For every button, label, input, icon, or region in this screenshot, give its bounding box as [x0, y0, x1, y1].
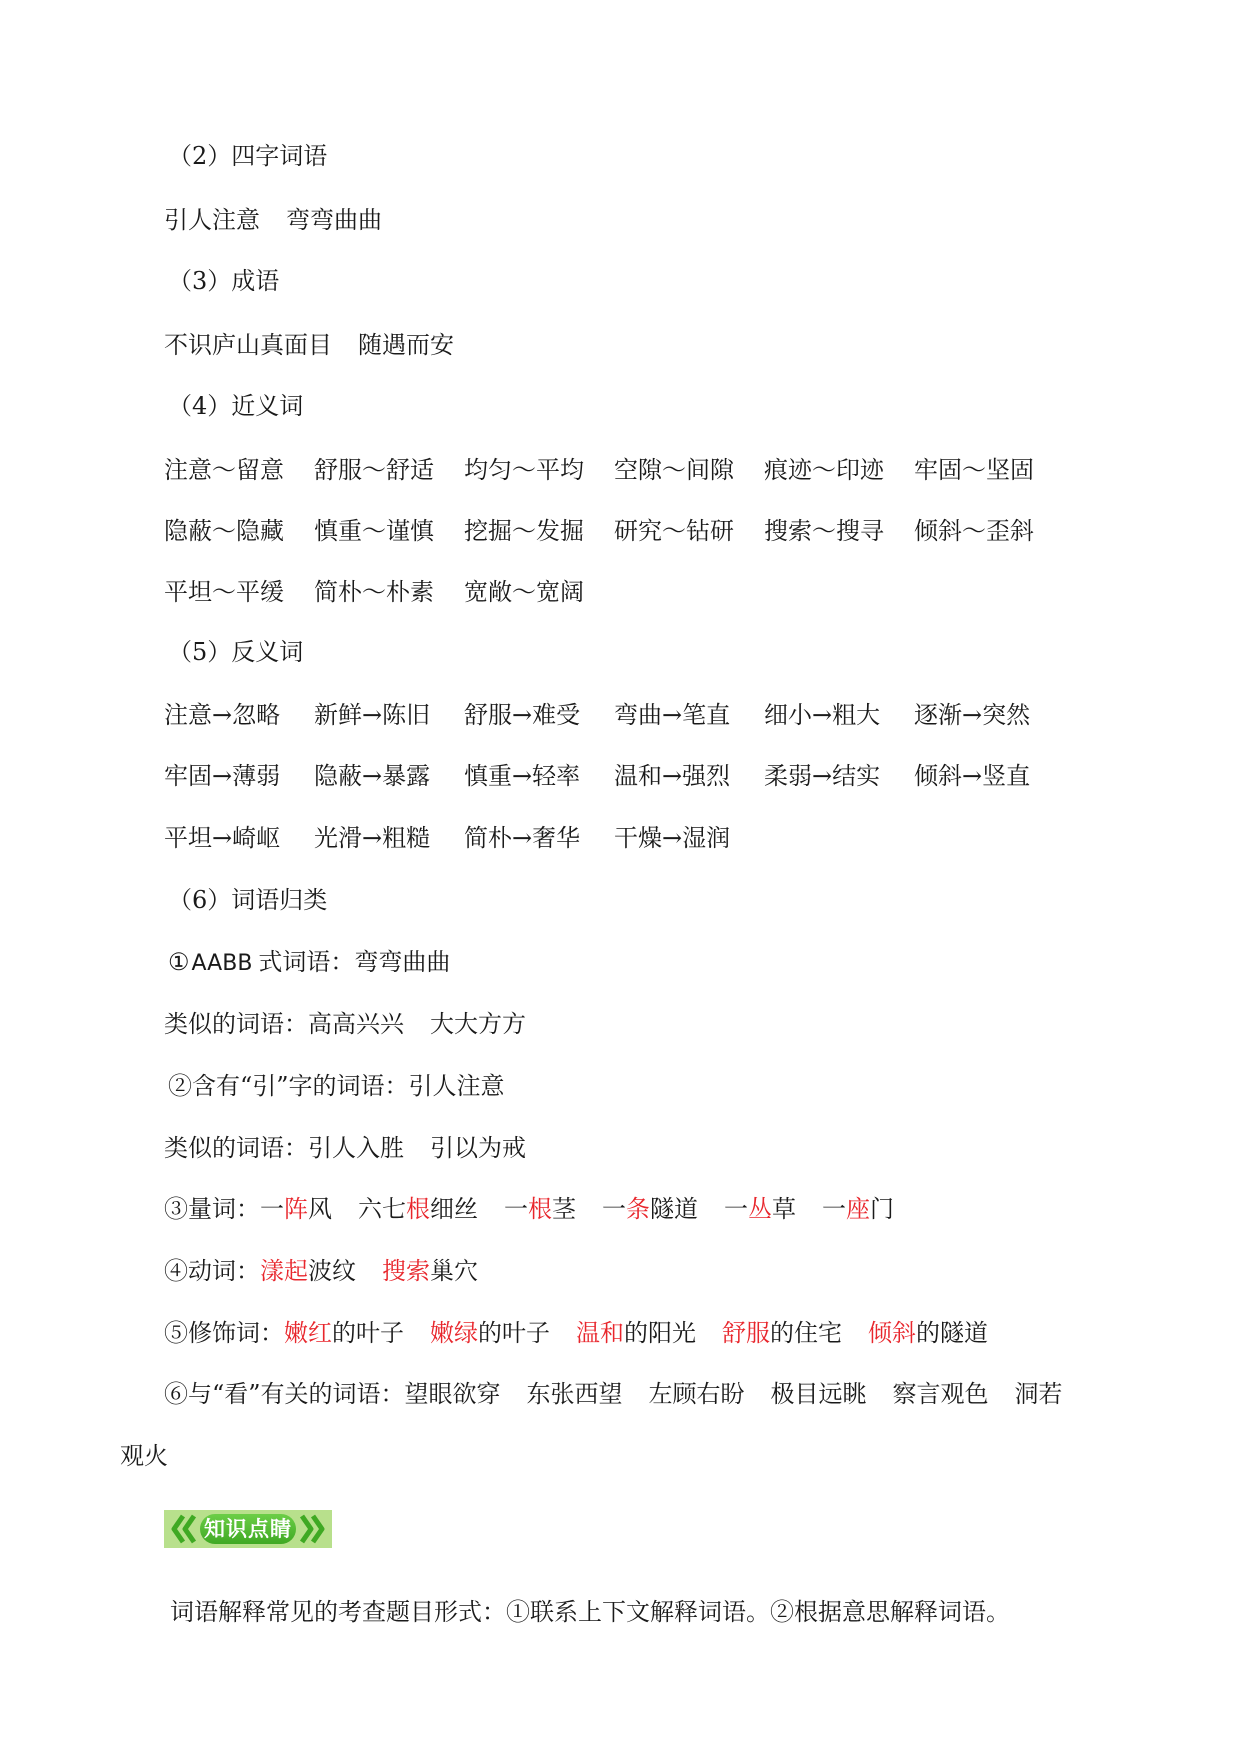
section-2-heading: （2）四字词语: [168, 142, 328, 170]
antonym-pair: 柔弱→结实: [764, 762, 881, 790]
antonym-pair: 简朴→奢华: [464, 824, 581, 852]
antonym-pair: 干燥→湿润: [614, 824, 731, 852]
section-3-heading: （3）成语: [168, 267, 280, 295]
synonym-pair: 隐蔽～隐藏: [164, 517, 284, 545]
similar-words: [164, 1008, 526, 1040]
word: 洞若: [1014, 1380, 1063, 1408]
word: 大大方方: [430, 1010, 526, 1038]
antonym-row: [164, 822, 730, 854]
word: 不识庐山真面目: [164, 331, 332, 359]
category-aabb: [168, 946, 450, 980]
synonym-pair: 痕迹～印迹: [764, 456, 884, 484]
synonym-pair: 牢固～坚固: [914, 456, 1034, 484]
word: 引以为戒: [430, 1134, 526, 1162]
word: 引人注意: [164, 206, 260, 234]
section-2-words: [164, 204, 382, 236]
section-3-words: [164, 329, 454, 361]
similar-words: [164, 1132, 526, 1164]
synonym-pair: 简朴～朴素: [314, 578, 434, 606]
word: 高高兴兴: [308, 1010, 404, 1038]
modifier-phrase: 舒服的住宅: [722, 1319, 842, 1347]
similar-label: 类似的词语：: [164, 1134, 308, 1162]
item-number: ①: [168, 948, 190, 976]
antonym-pair: 细小→粗大: [764, 701, 881, 729]
antonym-pair: 弯曲→笔直: [614, 701, 731, 729]
antonym-pair: 牢固→薄弱: [164, 762, 281, 790]
antonym-pair: 慎重→轻率: [464, 762, 581, 790]
antonym-row: [164, 760, 1030, 792]
category-label: ③量词：: [164, 1195, 260, 1223]
measure-phrase: 一丛草: [724, 1195, 796, 1223]
category-label: ⑥与“看”有关的词语：: [164, 1380, 405, 1408]
antonym-pair: 温和→强烈: [614, 762, 731, 790]
category-measure-words: [164, 1193, 894, 1225]
knowledge-badge: [164, 1510, 332, 1548]
modifier-phrase: 嫩绿的叶子: [430, 1319, 550, 1347]
category-verbs: [164, 1255, 478, 1287]
word: 随遇而安: [358, 331, 454, 359]
synonym-pair: 搜索～搜寻: [764, 517, 884, 545]
word: 东张西望: [526, 1380, 623, 1408]
synonym-pair: 平坦～平缓: [164, 578, 284, 606]
antonym-pair: 平坦→崎岖: [164, 824, 281, 852]
modifier-phrase: 嫩红的叶子: [284, 1319, 404, 1347]
word: 察言观色: [892, 1380, 989, 1408]
badge-label: 知识点睛: [200, 1514, 296, 1544]
category-modifiers: [164, 1317, 988, 1349]
antonym-pair: 新鲜→陈旧: [314, 701, 431, 729]
category-label: ④动词：: [164, 1257, 260, 1285]
section-4-heading: （4）近义词: [168, 392, 304, 420]
modifier-phrase: 倾斜的隧道: [868, 1319, 988, 1347]
verb-phrase: 漾起波纹: [260, 1257, 356, 1285]
synonym-pair: 舒服～舒适: [314, 456, 434, 484]
similar-label: 类似的词语：: [164, 1010, 308, 1038]
word: 望眼欲穿: [404, 1380, 501, 1408]
category-text: 式词语：弯弯曲曲: [258, 948, 451, 976]
word: 弯弯曲曲: [286, 206, 382, 234]
antonym-pair: 隐蔽→暴露: [314, 762, 431, 790]
antonym-pair: 注意→忽略: [164, 701, 281, 729]
synonym-pair: 空隙～间隙: [614, 456, 734, 484]
synonym-pair: 注意～留意: [164, 456, 284, 484]
antonym-row: [164, 699, 1030, 731]
double-chevron-right-icon: [298, 1513, 326, 1545]
word: 引人入胜: [308, 1134, 404, 1162]
modifier-phrase: 温和的阳光: [576, 1319, 696, 1347]
category-yin: ②含有“引”字的词语：引人注意: [168, 1072, 505, 1100]
synonym-row: [164, 576, 584, 608]
aabb-code: AABB: [191, 951, 253, 976]
double-chevron-left-icon: [170, 1513, 198, 1545]
synonym-pair: 慎重～谨慎: [314, 517, 434, 545]
synonym-pair: 研究～钻研: [614, 517, 734, 545]
word: 极目远眺: [770, 1380, 867, 1408]
category-label: ⑤修饰词：: [164, 1319, 284, 1347]
synonym-pair: 挖掘～发掘: [464, 517, 584, 545]
synonym-row: [164, 515, 1034, 547]
section-5-heading: （5）反义词: [168, 638, 304, 666]
synonym-pair: 宽敞～宽阔: [464, 578, 584, 606]
antonym-pair: 倾斜→竖直: [914, 762, 1031, 790]
synonym-pair: 倾斜～歪斜: [914, 517, 1034, 545]
verb-phrase: 搜索巢穴: [382, 1257, 478, 1285]
measure-phrase: 一座门: [822, 1195, 894, 1223]
look-words-continuation: 观火: [120, 1442, 168, 1470]
measure-phrase: 一阵风: [260, 1195, 332, 1223]
section-6-heading: （6）词语归类: [168, 886, 328, 914]
antonym-pair: 舒服→难受: [464, 701, 581, 729]
measure-phrase: 六七根细丝: [358, 1195, 478, 1223]
tip-text: 词语解释常见的考查题目形式：①联系上下文解释词语。②根据意思解释词语。: [170, 1598, 1010, 1626]
synonym-row: [164, 454, 1034, 486]
measure-phrase: 一条隧道: [602, 1195, 698, 1223]
antonym-pair: 逐渐→突然: [914, 701, 1031, 729]
word: 左顾右盼: [648, 1380, 745, 1408]
antonym-pair: 光滑→粗糙: [314, 824, 431, 852]
synonym-pair: 均匀～平均: [464, 456, 584, 484]
category-look-words: [164, 1378, 1063, 1410]
measure-phrase: 一根茎: [504, 1195, 576, 1223]
